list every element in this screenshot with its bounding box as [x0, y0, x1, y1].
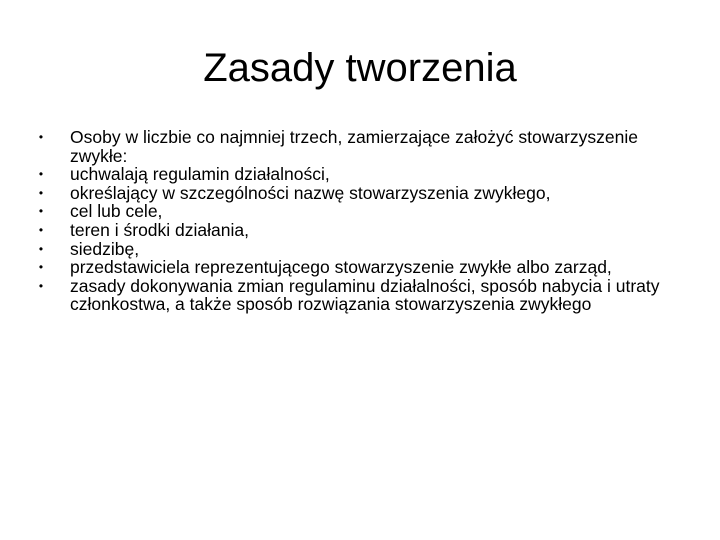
bullet-icon: • — [38, 185, 44, 200]
bullet-text: Osoby w liczbie co najmniej trzech, zamierzające założyć stowarzyszenie zwykłe: — [70, 127, 638, 166]
bullet-text: zasady dokonywania zmian regulaminu działalności, sposób nabycia i utraty członkostwa, a także sposób rozwiązania stowarzyszenia zwykłego — [70, 275, 660, 315]
bullet-icon: • — [38, 222, 44, 237]
bullet-icon: • — [38, 204, 44, 219]
bullet-item — [36, 258, 686, 277]
bullet-item — [36, 128, 686, 165]
bullet-item — [36, 240, 686, 259]
bullet-text: cel lub cele, — [70, 201, 163, 222]
bullet-text: przedstawiciela reprezentującego stowarzyszenie zwykłe albo zarząd, — [70, 257, 612, 278]
bullet-text: określający w szczególności nazwę stowarzyszenia zwykłego, — [70, 182, 551, 203]
bullet-text: uchwalają regulamin działalności, — [70, 164, 330, 185]
bullet-item — [36, 202, 686, 221]
bullet-item — [36, 165, 686, 184]
bullet-text: siedzibę, — [70, 238, 140, 259]
bullet-icon: • — [38, 130, 44, 144]
bullet-item — [36, 221, 686, 240]
bullet-item — [36, 277, 686, 314]
bullet-item — [36, 184, 686, 203]
bullet-text: teren i środki działania, — [70, 219, 249, 240]
bullet-list — [36, 128, 686, 314]
slide-title: Zasady tworzenia — [203, 46, 517, 90]
bullet-icon: • — [38, 241, 44, 256]
bullet-icon: • — [38, 260, 44, 275]
bullet-icon: • — [38, 167, 44, 182]
bullet-icon: • — [38, 278, 44, 293]
